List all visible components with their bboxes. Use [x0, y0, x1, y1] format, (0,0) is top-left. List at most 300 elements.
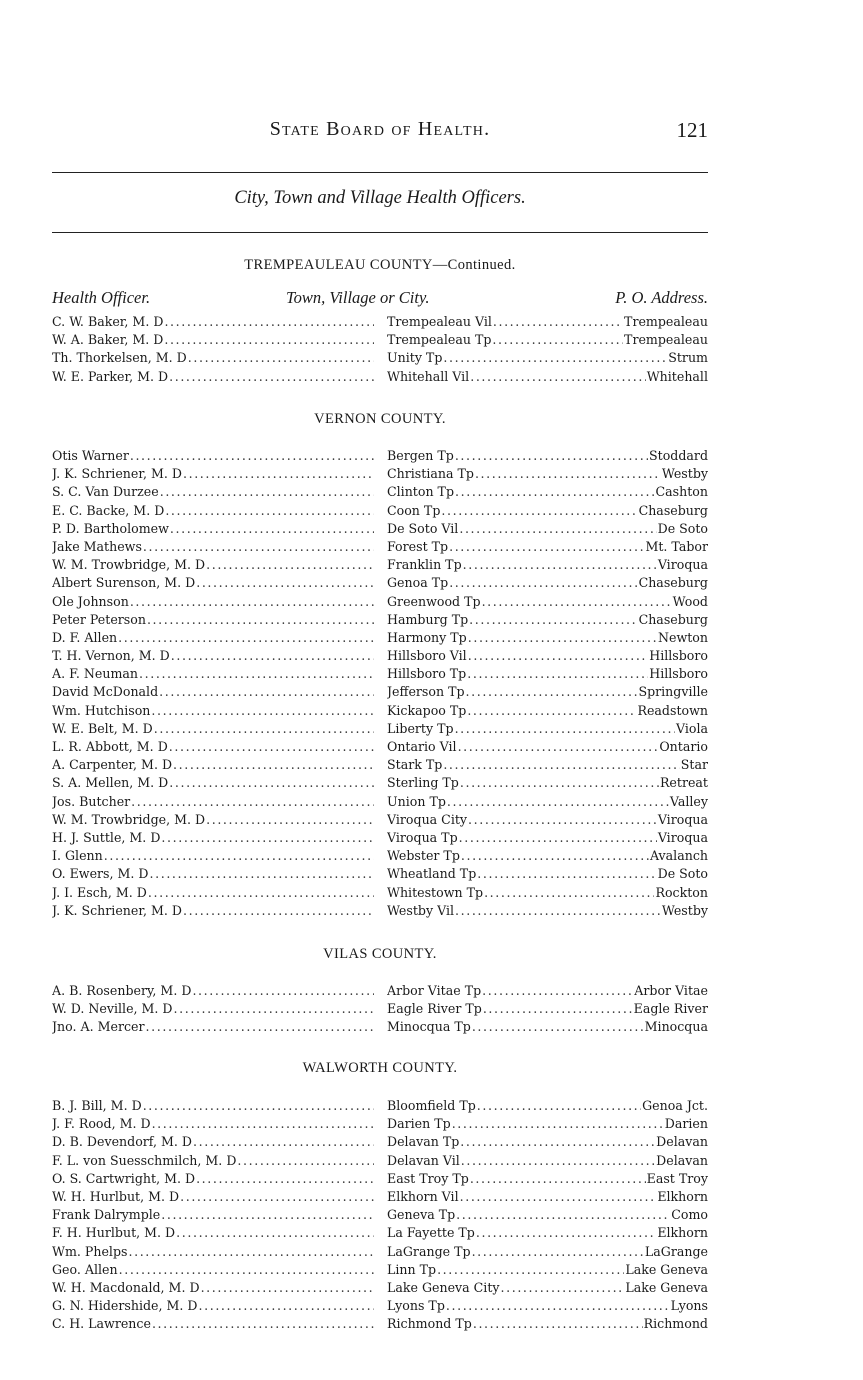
officer-name: Frank Dalrymple	[52, 1207, 161, 1223]
dot-leader	[150, 865, 374, 883]
dot-leader	[183, 902, 374, 920]
town-name: Geneva Tp	[387, 1207, 456, 1223]
dot-leader	[183, 465, 374, 483]
town-name: Arbor Vitae Tp	[387, 983, 482, 998]
officer-name: Peter Peterson	[52, 611, 146, 627]
table-row	[52, 1279, 708, 1297]
dot-leader	[472, 1243, 644, 1261]
dot-leader	[188, 349, 374, 367]
table-row	[52, 1315, 708, 1333]
dot-leader	[119, 1261, 374, 1279]
officer-name: David McDonald	[52, 684, 159, 700]
dot-leader	[152, 1115, 374, 1133]
section-rows	[52, 447, 708, 920]
officer-cell	[52, 349, 374, 367]
dot-leader	[470, 368, 646, 386]
po-address: East Troy	[646, 1170, 708, 1186]
po-address: Lake Geneva	[625, 1279, 708, 1295]
officer-name: D. F. Allen	[52, 629, 118, 645]
running-title: State Board of Health.	[269, 118, 491, 140]
po-address: Stoddard	[649, 448, 708, 463]
dot-leader	[449, 574, 637, 592]
dot-leader	[151, 702, 374, 720]
town-po-cell	[387, 538, 708, 556]
officer-cell	[52, 774, 374, 792]
po-address: Lake Geneva	[625, 1261, 708, 1277]
table-row	[52, 1243, 708, 1261]
officer-cell	[52, 1297, 374, 1315]
town-name: East Troy Tp	[387, 1170, 469, 1186]
officer-cell	[52, 465, 374, 483]
dot-leader	[467, 702, 636, 720]
po-address: Elkhorn	[657, 1188, 708, 1204]
town-name: Ontario Vil	[387, 739, 457, 754]
po-address: Lyons	[670, 1298, 708, 1314]
town-po-cell	[387, 313, 708, 331]
town-name: Trempealeau Vil	[387, 314, 492, 329]
town-name: Liberty Tp	[387, 720, 454, 736]
po-address: Ontario	[659, 739, 708, 754]
officer-name: Otis Warner	[52, 448, 129, 463]
officer-name: B. J. Bill, M. D	[52, 1098, 142, 1113]
officer-name: Albert Surenson, M. D	[52, 575, 196, 591]
dot-leader	[193, 1133, 374, 1151]
dot-leader	[460, 1188, 657, 1206]
town-po-cell	[387, 465, 708, 483]
town-name: Westby Vil	[387, 902, 455, 918]
officer-cell	[52, 1224, 374, 1242]
dot-leader	[475, 465, 661, 483]
dot-leader	[206, 556, 374, 574]
officer-cell	[52, 1097, 374, 1115]
dot-leader	[143, 1097, 374, 1115]
officer-cell	[52, 629, 374, 647]
dot-leader	[460, 774, 659, 792]
po-address: Avalanch	[649, 848, 708, 864]
po-address: Delavan	[656, 1134, 708, 1150]
po-address: Strum	[668, 350, 708, 366]
dot-leader	[169, 368, 374, 386]
officer-name: J. K. Schriener, M. D	[52, 466, 182, 482]
table-row	[52, 756, 708, 774]
town-name: Forest Tp	[387, 538, 449, 554]
table-row	[52, 884, 708, 902]
officer-cell	[52, 611, 374, 629]
dot-leader	[176, 1224, 374, 1242]
dot-leader	[161, 829, 374, 847]
town-po-cell	[387, 1224, 708, 1242]
dot-leader	[476, 1224, 656, 1242]
table-row	[52, 611, 708, 629]
town-po-cell	[387, 902, 708, 920]
dot-leader	[468, 629, 657, 647]
town-name: Clinton Tp	[387, 484, 455, 500]
officer-cell	[52, 884, 374, 902]
officer-name: Wm. Hutchison	[52, 702, 151, 718]
town-name: Elkhorn Vil	[387, 1188, 459, 1204]
town-po-cell	[387, 884, 708, 902]
town-name: LaGrange Tp	[387, 1243, 471, 1259]
table-row	[52, 1170, 708, 1188]
town-po-cell	[387, 1261, 708, 1279]
dot-leader	[459, 829, 657, 847]
po-address: De Soto	[657, 866, 708, 882]
officer-cell	[52, 683, 374, 701]
officer-name: J. F. Rood, M. D	[52, 1116, 151, 1132]
dot-leader	[131, 793, 374, 811]
dot-leader	[455, 483, 654, 501]
officer-cell	[52, 1000, 374, 1018]
dot-leader	[463, 556, 657, 574]
officer-cell	[52, 1279, 374, 1297]
dot-leader	[458, 738, 659, 756]
dot-leader	[164, 313, 374, 331]
po-address: Chaseburg	[638, 575, 708, 591]
town-name: Viroqua City	[387, 811, 468, 827]
county-heading: VERNON COUNTY.	[314, 411, 446, 427]
town-po-cell	[387, 1315, 708, 1333]
po-address: Hillsboro	[649, 666, 708, 682]
table-row	[52, 982, 708, 1000]
town-name: Stark Tp	[387, 757, 443, 773]
town-po-cell	[387, 865, 708, 883]
dot-leader	[139, 665, 374, 683]
dot-leader	[492, 331, 623, 349]
officer-name: J. I. Esch, M. D	[52, 884, 147, 900]
po-address: Rockton	[655, 884, 708, 900]
dot-leader	[493, 313, 623, 331]
officer-cell	[52, 483, 374, 501]
town-name: Delavan Tp	[387, 1134, 460, 1150]
county-heading: TREMPEAULEAU COUNTY—Continued.	[244, 257, 516, 273]
subtitle-rule	[52, 232, 708, 233]
dot-leader	[477, 865, 656, 883]
town-po-cell	[387, 647, 708, 665]
table-row	[52, 538, 708, 556]
town-po-cell	[387, 368, 708, 386]
dot-leader	[199, 1297, 374, 1315]
table-row	[52, 793, 708, 811]
po-address: Viroqua	[657, 811, 708, 827]
dot-leader	[180, 1188, 374, 1206]
town-po-cell	[387, 502, 708, 520]
officer-cell	[52, 502, 374, 520]
dot-leader	[169, 738, 374, 756]
town-po-cell	[387, 520, 708, 538]
table-row	[52, 811, 708, 829]
dot-leader	[483, 1000, 633, 1018]
officer-name: A. Carpenter, M. D	[52, 757, 173, 773]
dot-leader	[159, 683, 374, 701]
officer-cell	[52, 647, 374, 665]
dot-leader	[171, 647, 374, 665]
officer-cell	[52, 368, 374, 386]
officer-cell	[52, 1115, 374, 1133]
officer-name: I. Glenn	[52, 848, 103, 864]
county-heading: WALWORTH COUNTY.	[302, 1060, 458, 1076]
table-row	[52, 349, 708, 367]
officer-cell	[52, 538, 374, 556]
dot-leader	[455, 447, 648, 465]
po-address: Chaseburg	[638, 502, 708, 518]
officer-name: C. W. Baker, M. D	[52, 314, 164, 329]
dot-leader	[196, 1170, 374, 1188]
officer-cell	[52, 1206, 374, 1224]
dot-leader	[443, 756, 679, 774]
town-name: Harmony Tp	[387, 629, 467, 645]
dot-leader	[482, 982, 633, 1000]
town-po-cell	[387, 331, 708, 349]
officer-name: Jos. Butcher	[52, 793, 131, 809]
po-address: Hillsboro	[649, 648, 708, 664]
dot-leader	[441, 502, 637, 520]
town-name: Union Tp	[387, 793, 446, 809]
po-address: Trempealeau	[624, 332, 708, 348]
po-address: Minocqua	[644, 1019, 708, 1035]
officer-name: P. D. Bartholomew	[52, 520, 169, 536]
town-po-cell	[387, 1170, 708, 1188]
town-po-cell	[387, 720, 708, 738]
officer-cell	[52, 331, 374, 349]
town-po-cell	[387, 665, 708, 683]
town-name: Hillsboro Tp	[387, 666, 467, 682]
officer-cell	[52, 447, 374, 465]
town-po-cell	[387, 1097, 708, 1115]
dot-leader	[143, 538, 374, 556]
officer-name: W. H. Hurlbut, M. D	[52, 1188, 180, 1204]
town-po-cell	[387, 1206, 708, 1224]
officer-name: W. E. Belt, M. D	[52, 720, 153, 736]
town-name: Richmond Tp	[387, 1316, 472, 1332]
dot-leader	[472, 1018, 644, 1036]
officer-cell	[52, 982, 374, 1000]
dot-leader	[467, 665, 648, 683]
dot-leader	[174, 1000, 374, 1018]
town-po-cell	[387, 1243, 708, 1261]
county-heading: VILAS COUNTY.	[323, 946, 437, 962]
dot-leader	[461, 1152, 655, 1170]
officer-name: O. Ewers, M. D	[52, 866, 149, 882]
po-address: Trempealeau	[624, 314, 708, 329]
table-row	[52, 683, 708, 701]
dot-leader	[468, 647, 649, 665]
dot-leader	[154, 720, 374, 738]
po-address: Whitehall	[646, 368, 708, 384]
table-row	[52, 502, 708, 520]
town-po-cell	[387, 811, 708, 829]
officer-cell	[52, 720, 374, 738]
dot-leader	[201, 1279, 374, 1297]
top-rule	[52, 172, 708, 173]
town-name: Darien Tp	[387, 1116, 451, 1132]
officer-name: C. H. Lawrence	[52, 1316, 151, 1332]
table-row	[52, 313, 708, 331]
section-rows	[52, 313, 708, 386]
town-name: Viroqua Tp	[387, 829, 458, 845]
table-row	[52, 902, 708, 920]
po-address: Eagle River	[633, 1001, 708, 1017]
town-po-cell	[387, 1297, 708, 1315]
dot-leader	[459, 520, 656, 538]
town-name: Lyons Tp	[387, 1298, 445, 1314]
officer-cell	[52, 1243, 374, 1261]
table-row	[52, 465, 708, 483]
table-row	[52, 1133, 708, 1151]
town-name: Jefferson Tp	[387, 684, 465, 700]
table-row	[52, 593, 708, 611]
town-po-cell	[387, 756, 708, 774]
column-headers	[52, 288, 708, 310]
po-address: Springville	[638, 684, 708, 700]
dot-leader	[447, 793, 669, 811]
po-address: Richmond	[643, 1316, 708, 1332]
officer-name: W. D. Neville, M. D	[52, 1001, 173, 1017]
dot-leader	[160, 483, 374, 501]
officer-name: Th. Thorkelsen, M. D	[52, 350, 187, 366]
po-address: Genoa Jct.	[642, 1098, 708, 1113]
officer-cell	[52, 902, 374, 920]
dot-leader	[192, 982, 374, 1000]
officer-cell	[52, 1152, 374, 1170]
town-po-cell	[387, 483, 708, 501]
dot-leader	[206, 811, 374, 829]
officer-name: W. E. Parker, M. D	[52, 368, 169, 384]
officer-cell	[52, 313, 374, 331]
town-po-cell	[387, 1152, 708, 1170]
officer-name: Jake Mathews	[52, 538, 142, 554]
officer-cell	[52, 865, 374, 883]
officer-name: S. C. Van Durzee	[52, 484, 159, 500]
town-po-cell	[387, 1188, 708, 1206]
town-name: Hamburg Tp	[387, 611, 469, 627]
table-row	[52, 829, 708, 847]
po-address: Darien	[664, 1116, 708, 1132]
dot-leader	[130, 593, 374, 611]
po-address: Viroqua	[657, 557, 708, 573]
dot-leader	[147, 611, 374, 629]
table-row	[52, 738, 708, 756]
dot-leader	[437, 1261, 624, 1279]
table-row	[52, 774, 708, 792]
officer-name: A. B. Rosenbery, M. D	[52, 983, 192, 998]
officer-cell	[52, 520, 374, 538]
officer-name: Ole Johnson	[52, 593, 129, 609]
po-address: De Soto	[657, 520, 708, 536]
officer-name: G. N. Hidershide, M. D	[52, 1298, 198, 1314]
town-po-cell	[387, 593, 708, 611]
table-row	[52, 1188, 708, 1206]
officer-name: E. C. Backe, M. D	[52, 502, 165, 518]
dot-leader	[455, 720, 675, 738]
town-name: Delavan Vil	[387, 1152, 460, 1168]
town-po-cell	[387, 1115, 708, 1133]
officer-cell	[52, 1133, 374, 1151]
town-po-cell	[387, 611, 708, 629]
column-header-town: Town, Village or City.	[286, 288, 430, 307]
dot-leader	[501, 1279, 625, 1297]
officer-name: W. H. Macdonald, M. D	[52, 1279, 200, 1295]
town-name: Unity Tp	[387, 350, 443, 366]
town-po-cell	[387, 629, 708, 647]
po-address: Viola	[675, 720, 708, 736]
town-name: La Fayette Tp	[387, 1225, 475, 1241]
table-row	[52, 556, 708, 574]
dot-leader	[161, 1206, 374, 1224]
officer-name: W. M. Trowbridge, M. D	[52, 557, 206, 573]
officer-cell	[52, 1261, 374, 1279]
po-address: Mt. Tabor	[645, 538, 708, 554]
table-row	[52, 1297, 708, 1315]
officer-cell	[52, 847, 374, 865]
table-row	[52, 447, 708, 465]
table-row	[52, 574, 708, 592]
dot-leader	[196, 574, 374, 592]
dot-leader	[452, 1115, 664, 1133]
dot-leader	[118, 629, 374, 647]
table-row	[52, 368, 708, 386]
page-number: 121	[676, 118, 708, 142]
dot-leader	[449, 538, 644, 556]
table-row	[52, 1224, 708, 1242]
dot-leader	[460, 1133, 655, 1151]
officer-name: A. F. Neuman	[52, 666, 139, 682]
dot-leader	[164, 331, 374, 349]
town-name: Linn Tp	[387, 1261, 437, 1277]
officer-cell	[52, 793, 374, 811]
officer-cell	[52, 1018, 374, 1036]
town-name: Minocqua Tp	[387, 1019, 471, 1035]
town-name: Webster Tp	[387, 848, 460, 864]
town-po-cell	[387, 349, 708, 367]
town-name: Whitestown Tp	[387, 884, 484, 900]
dot-leader	[146, 1018, 374, 1036]
officer-name: T. H. Vernon, M. D	[52, 648, 170, 664]
section-rows	[52, 982, 708, 1037]
po-address: Delavan	[656, 1152, 708, 1168]
dot-leader	[455, 902, 661, 920]
officer-name: D. B. Devendorf, M. D	[52, 1134, 193, 1150]
table-row	[52, 847, 708, 865]
officer-name: L. R. Abbott, M. D	[52, 739, 168, 754]
town-name: Hillsboro Vil	[387, 648, 467, 664]
po-address: Chaseburg	[638, 611, 708, 627]
table-row	[52, 647, 708, 665]
dot-leader	[128, 1243, 374, 1261]
dot-leader	[466, 683, 638, 701]
po-address: Arbor Vitae	[634, 983, 708, 998]
town-name: Bloomfield Tp	[387, 1098, 476, 1113]
officer-name: O. S. Cartwright, M. D	[52, 1170, 196, 1186]
table-row	[52, 1152, 708, 1170]
po-address: Westby	[661, 466, 708, 482]
officer-cell	[52, 556, 374, 574]
po-address: Newton	[657, 629, 708, 645]
town-name: Lake Geneva City	[387, 1279, 500, 1295]
dot-leader	[237, 1152, 374, 1170]
table-row	[52, 331, 708, 349]
officer-cell	[52, 1315, 374, 1333]
po-address: Elkhorn	[657, 1225, 708, 1241]
town-po-cell	[387, 738, 708, 756]
po-address: Westby	[661, 902, 708, 918]
town-po-cell	[387, 847, 708, 865]
officer-name: F. H. Hurlbut, M. D	[52, 1225, 176, 1241]
dot-leader	[473, 1315, 643, 1333]
town-name: Christiana Tp	[387, 466, 474, 482]
town-name: Genoa Tp	[387, 575, 449, 591]
dot-leader	[170, 520, 374, 538]
town-po-cell	[387, 1000, 708, 1018]
